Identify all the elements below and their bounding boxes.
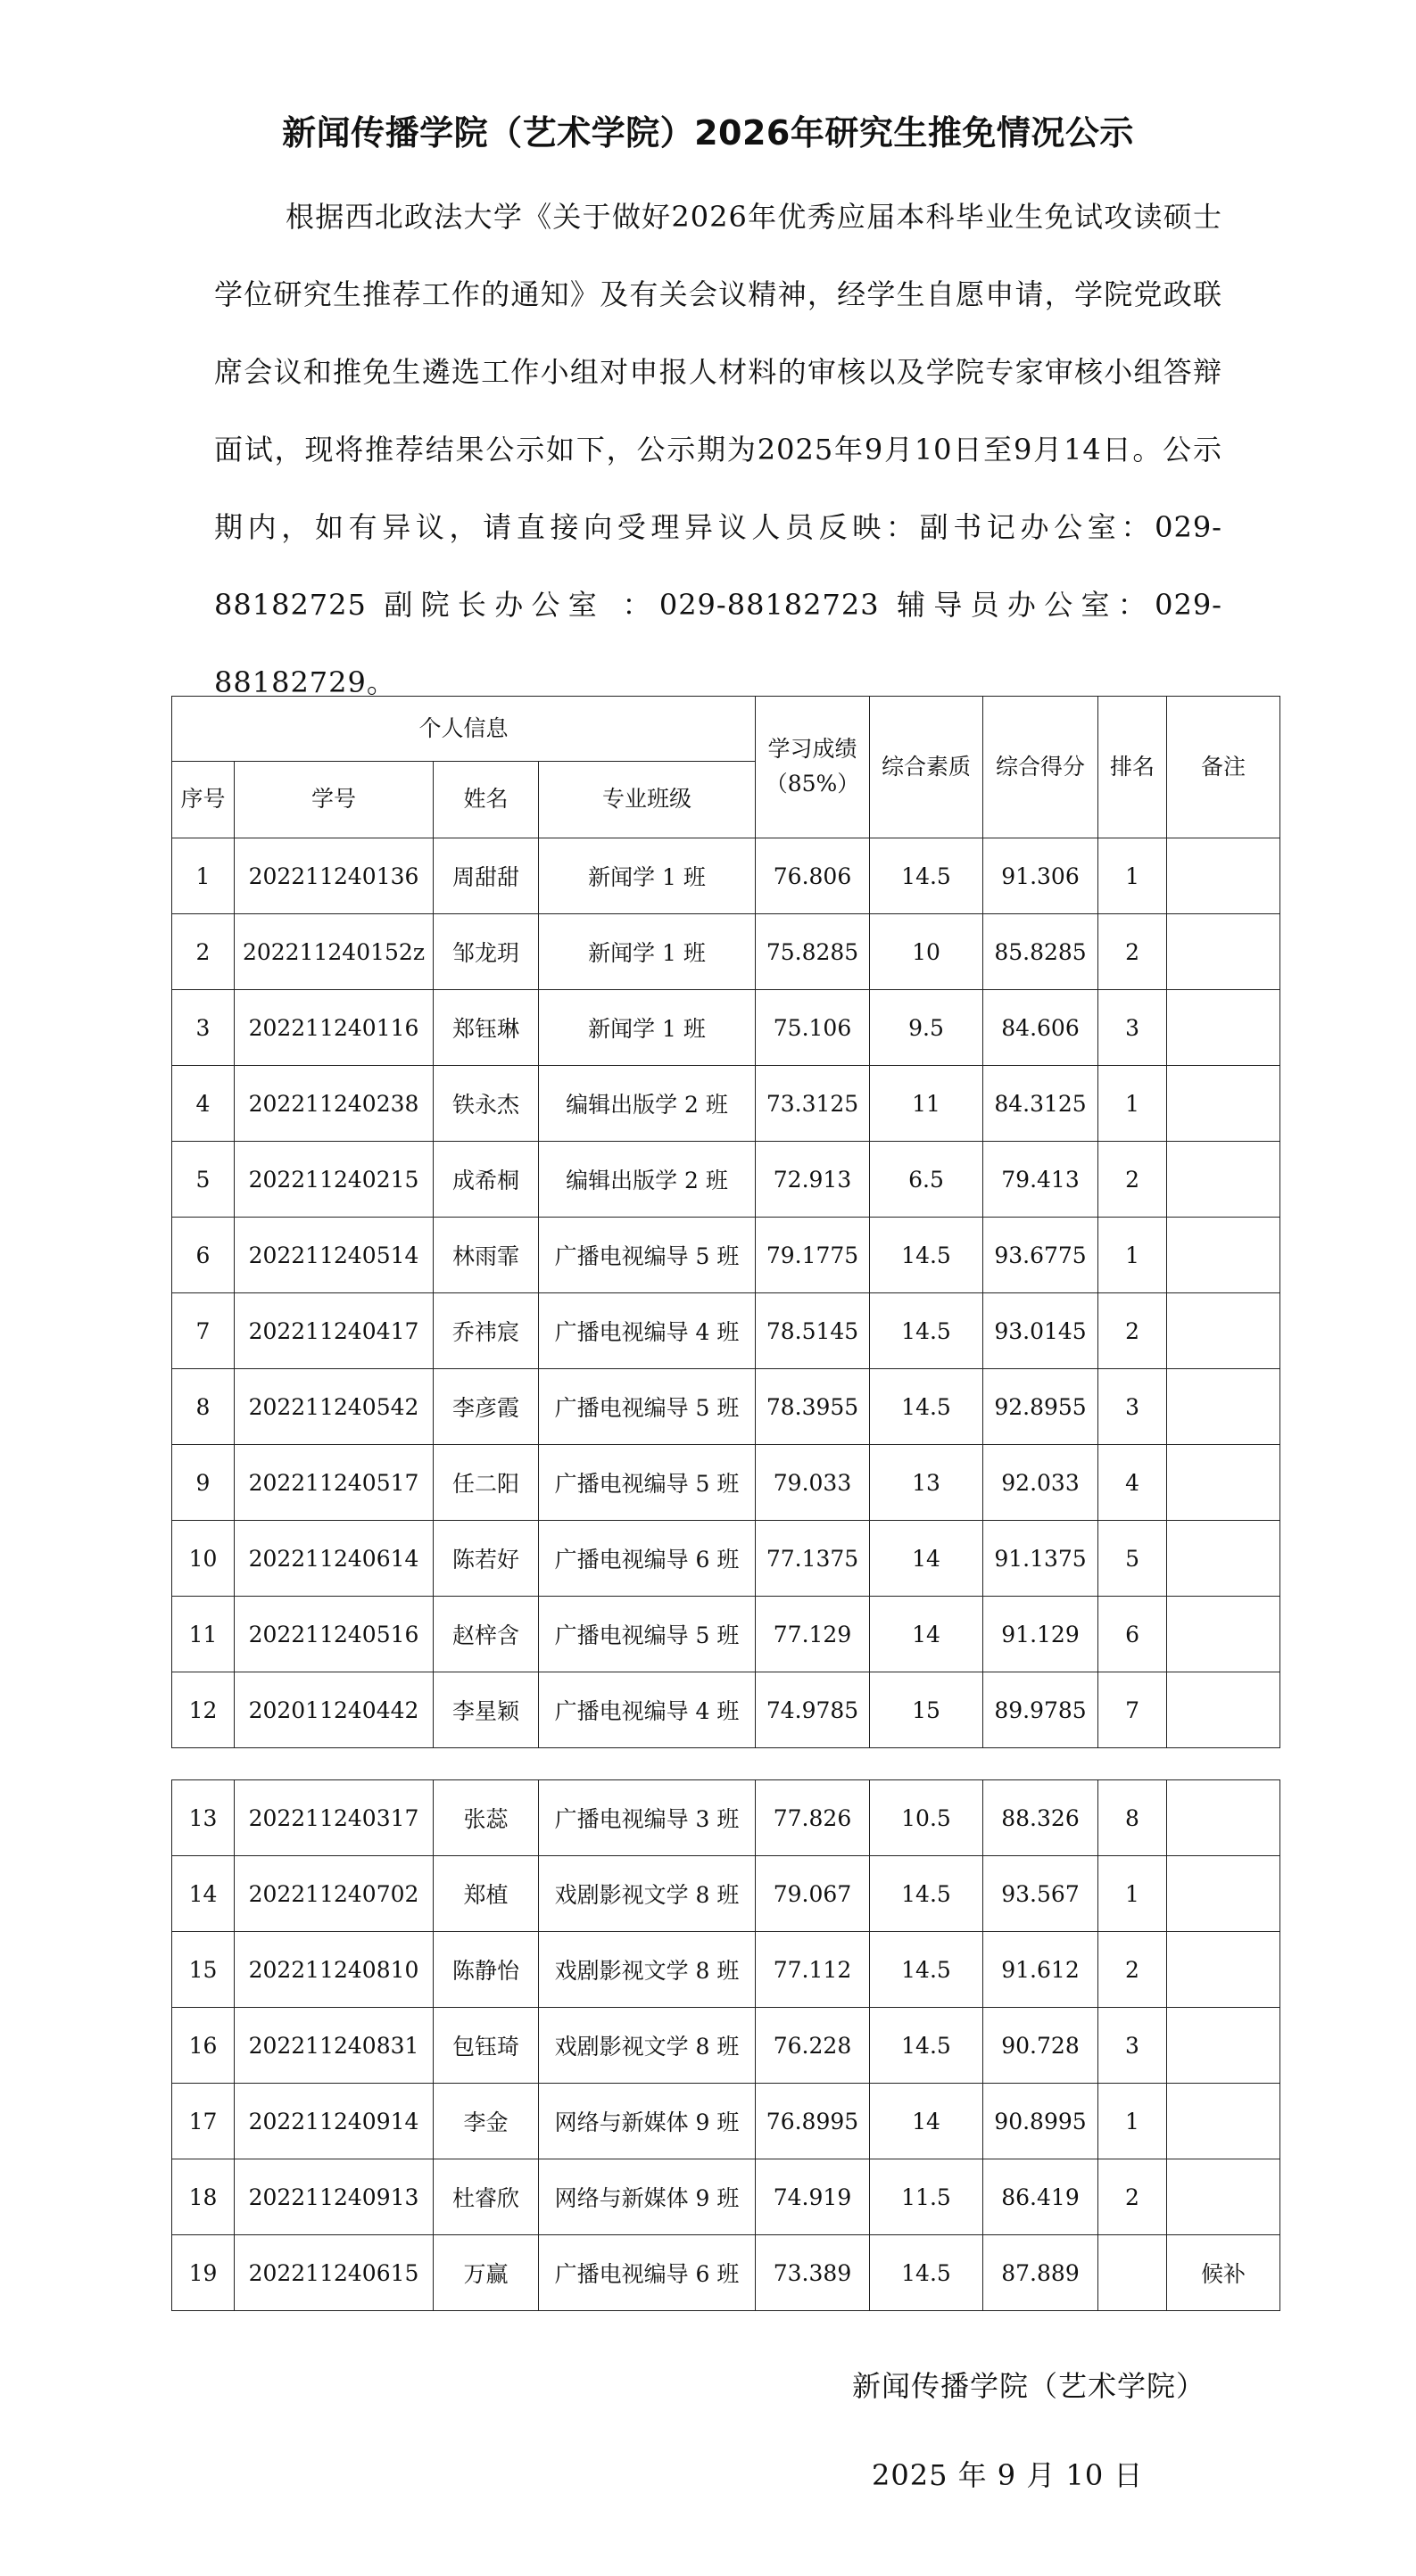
cell-rank: 3 — [1098, 990, 1167, 1066]
cell-rank: 2 — [1098, 1142, 1167, 1218]
table-row — [172, 1521, 1280, 1597]
cell-quality: 10 — [870, 914, 983, 990]
cell-major-class: 新闻学 1 班 — [539, 990, 756, 1066]
cell-study-score: 79.067 — [756, 1856, 870, 1932]
cell-major-class: 编辑出版学 2 班 — [539, 1066, 756, 1142]
cell-study-score: 76.228 — [756, 2008, 870, 2084]
header-total-score: 综合得分 — [983, 697, 1098, 838]
cell-student-id: 202211240417 — [235, 1293, 434, 1369]
header-seq: 序号 — [172, 762, 235, 838]
cell-total-score: 89.9785 — [983, 1672, 1098, 1748]
cell-rank: 2 — [1098, 1293, 1167, 1369]
cell-name: 郑植 — [434, 1856, 539, 1932]
cell-seq: 17 — [172, 2084, 235, 2159]
cell-seq: 18 — [172, 2159, 235, 2235]
cell-name: 乔祎宸 — [434, 1293, 539, 1369]
cell-student-id: 202211240136 — [235, 838, 434, 914]
cell-seq: 10 — [172, 1521, 235, 1597]
cell-student-id: 202211240517 — [235, 1445, 434, 1521]
table-row — [172, 838, 1280, 914]
cell-rank: 1 — [1098, 1218, 1167, 1293]
cell-student-id: 202211240542 — [235, 1369, 434, 1445]
cell-rank: 7 — [1098, 1672, 1167, 1748]
cell-name: 张蕊 — [434, 1780, 539, 1856]
cell-major-class: 广播电视编导 5 班 — [539, 1597, 756, 1672]
cell-seq: 8 — [172, 1369, 235, 1445]
cell-remark: 候补 — [1167, 2235, 1280, 2311]
header-quality: 综合素质 — [870, 697, 983, 838]
cell-student-id: 202211240215 — [235, 1142, 434, 1218]
cell-name: 李彦霞 — [434, 1369, 539, 1445]
table-row — [172, 1780, 1280, 1856]
cell-total-score: 93.6775 — [983, 1218, 1098, 1293]
cell-total-score: 92.033 — [983, 1445, 1098, 1521]
cell-student-id: 202011240442 — [235, 1672, 434, 1748]
cell-student-id: 202211240810 — [235, 1932, 434, 2008]
cell-seq: 1 — [172, 838, 235, 914]
cell-major-class: 戏剧影视文学 8 班 — [539, 2008, 756, 2084]
cell-student-id: 202211240116 — [235, 990, 434, 1066]
cell-study-score: 76.806 — [756, 838, 870, 914]
cell-name: 包钰琦 — [434, 2008, 539, 2084]
cell-rank: 5 — [1098, 1521, 1167, 1597]
cell-rank: 4 — [1098, 1445, 1167, 1521]
cell-total-score: 84.3125 — [983, 1066, 1098, 1142]
cell-seq: 16 — [172, 2008, 235, 2084]
cell-major-class: 广播电视编导 4 班 — [539, 1672, 756, 1748]
cell-rank: 2 — [1098, 2159, 1167, 2235]
table-row — [172, 2008, 1280, 2084]
cell-quality: 14 — [870, 1521, 983, 1597]
cell-seq: 11 — [172, 1597, 235, 1672]
table-row — [172, 914, 1280, 990]
cell-total-score: 88.326 — [983, 1780, 1098, 1856]
cell-name: 郑钰琳 — [434, 990, 539, 1066]
cell-major-class: 网络与新媒体 9 班 — [539, 2084, 756, 2159]
recommendation-table-part-1 — [171, 696, 1280, 1748]
cell-name: 陈若好 — [434, 1521, 539, 1597]
header-name: 姓名 — [434, 762, 539, 838]
table-row — [172, 1932, 1280, 2008]
cell-total-score: 91.612 — [983, 1932, 1098, 2008]
cell-rank: 2 — [1098, 1932, 1167, 2008]
cell-study-score: 77.826 — [756, 1780, 870, 1856]
cell-study-score: 74.9785 — [756, 1672, 870, 1748]
announcement-body: 根据西北政法大学《关于做好2026年优秀应届本科毕业生免试攻读硕士学位研究生推荐工作的通知》及有关会议精神，经学生自愿申请，学院党政联席会议和推免生遴选工作小组对申报人材料的审核以及学院专家审核小组答辩面试，现将推荐结果公示如下，公示期为2025年9月10日至9月14日。公示期内，如有异议，请直接向受理异议人员反映：副书记办公室：029-88182725 副院长办公室 ：029-88182723 辅导员办公室：029-88182729。 — [214, 200, 1222, 699]
cell-rank: 1 — [1098, 1066, 1167, 1142]
cell-student-id: 202211240913 — [235, 2159, 434, 2235]
cell-total-score: 87.889 — [983, 2235, 1098, 2311]
cell-name: 陈静怡 — [434, 1932, 539, 2008]
cell-study-score: 77.129 — [756, 1597, 870, 1672]
cell-rank: 3 — [1098, 1369, 1167, 1445]
cell-quality: 14 — [870, 1597, 983, 1672]
cell-rank: 2 — [1098, 914, 1167, 990]
cell-major-class: 广播电视编导 3 班 — [539, 1780, 756, 1856]
cell-study-score: 74.919 — [756, 2159, 870, 2235]
cell-total-score: 93.567 — [983, 1856, 1098, 1932]
cell-student-id: 202211240615 — [235, 2235, 434, 2311]
cell-seq: 4 — [172, 1066, 235, 1142]
cell-remark — [1167, 1369, 1280, 1445]
header-remark: 备注 — [1167, 697, 1280, 838]
cell-study-score: 73.3125 — [756, 1066, 870, 1142]
cell-study-score: 77.112 — [756, 1932, 870, 2008]
cell-study-score: 75.8285 — [756, 914, 870, 990]
cell-quality: 14.5 — [870, 1856, 983, 1932]
cell-remark — [1167, 990, 1280, 1066]
cell-major-class: 广播电视编导 5 班 — [539, 1218, 756, 1293]
cell-total-score: 91.1375 — [983, 1521, 1098, 1597]
page-title: 新闻传播学院（艺术学院）2026年研究生推免情况公示 — [282, 113, 1134, 153]
cell-quality: 14.5 — [870, 1293, 983, 1369]
table-row — [172, 1597, 1280, 1672]
cell-study-score: 79.1775 — [756, 1218, 870, 1293]
table-row — [172, 1293, 1280, 1369]
cell-rank — [1098, 2235, 1167, 2311]
cell-student-id: 202211240831 — [235, 2008, 434, 2084]
date: 2025 年 9 月 10 日 — [872, 2458, 1144, 2492]
cell-remark — [1167, 914, 1280, 990]
cell-total-score: 90.8995 — [983, 2084, 1098, 2159]
cell-study-score: 73.389 — [756, 2235, 870, 2311]
cell-major-class: 新闻学 1 班 — [539, 914, 756, 990]
signature: 新闻传播学院（艺术学院） — [851, 2369, 1205, 2403]
cell-rank: 8 — [1098, 1780, 1167, 1856]
cell-total-score: 85.8285 — [983, 914, 1098, 990]
cell-seq: 2 — [172, 914, 235, 990]
cell-study-score: 78.5145 — [756, 1293, 870, 1369]
cell-major-class: 编辑出版学 2 班 — [539, 1142, 756, 1218]
table-row — [172, 1142, 1280, 1218]
cell-study-score: 78.3955 — [756, 1369, 870, 1445]
cell-name: 杜睿欣 — [434, 2159, 539, 2235]
cell-remark — [1167, 2159, 1280, 2235]
cell-name: 李金 — [434, 2084, 539, 2159]
cell-remark — [1167, 1856, 1280, 1932]
cell-name: 成希桐 — [434, 1142, 539, 1218]
table-row — [172, 2235, 1280, 2311]
cell-remark — [1167, 1780, 1280, 1856]
cell-name: 赵梓含 — [434, 1597, 539, 1672]
cell-seq: 14 — [172, 1856, 235, 1932]
cell-student-id: 202211240317 — [235, 1780, 434, 1856]
cell-study-score: 79.033 — [756, 1445, 870, 1521]
table-row — [172, 1445, 1280, 1521]
cell-quality: 14.5 — [870, 2008, 983, 2084]
cell-seq: 5 — [172, 1142, 235, 1218]
cell-seq: 12 — [172, 1672, 235, 1748]
cell-student-id: 202211240238 — [235, 1066, 434, 1142]
cell-seq: 9 — [172, 1445, 235, 1521]
cell-rank: 1 — [1098, 1856, 1167, 1932]
cell-seq: 13 — [172, 1780, 235, 1856]
cell-name: 林雨霏 — [434, 1218, 539, 1293]
cell-total-score: 86.419 — [983, 2159, 1098, 2235]
cell-name: 李星颖 — [434, 1672, 539, 1748]
cell-remark — [1167, 1932, 1280, 2008]
cell-rank: 6 — [1098, 1597, 1167, 1672]
cell-major-class: 广播电视编导 4 班 — [539, 1293, 756, 1369]
cell-major-class: 网络与新媒体 9 班 — [539, 2159, 756, 2235]
cell-quality: 11.5 — [870, 2159, 983, 2235]
cell-name: 邹龙玥 — [434, 914, 539, 990]
cell-quality: 14.5 — [870, 838, 983, 914]
cell-rank: 3 — [1098, 2008, 1167, 2084]
cell-remark — [1167, 1066, 1280, 1142]
cell-rank: 1 — [1098, 838, 1167, 914]
cell-name: 任二阳 — [434, 1445, 539, 1521]
recommendation-table-part-2 — [171, 1779, 1280, 2311]
cell-remark — [1167, 2008, 1280, 2084]
cell-seq: 7 — [172, 1293, 235, 1369]
cell-student-id: 202211240514 — [235, 1218, 434, 1293]
cell-rank: 1 — [1098, 2084, 1167, 2159]
cell-total-score: 91.129 — [983, 1597, 1098, 1672]
cell-total-score: 90.728 — [983, 2008, 1098, 2084]
cell-remark — [1167, 1521, 1280, 1597]
cell-total-score: 79.413 — [983, 1142, 1098, 1218]
cell-seq: 3 — [172, 990, 235, 1066]
cell-quality: 13 — [870, 1445, 983, 1521]
cell-quality: 14.5 — [870, 1369, 983, 1445]
table-row — [172, 1066, 1280, 1142]
cell-name: 万赢 — [434, 2235, 539, 2311]
header-study-score: 学习成绩（85%） — [756, 697, 870, 838]
cell-study-score: 72.913 — [756, 1142, 870, 1218]
cell-remark — [1167, 838, 1280, 914]
cell-study-score: 75.106 — [756, 990, 870, 1066]
cell-name: 铁永杰 — [434, 1066, 539, 1142]
cell-study-score: 76.8995 — [756, 2084, 870, 2159]
cell-total-score: 93.0145 — [983, 1293, 1098, 1369]
cell-major-class: 新闻学 1 班 — [539, 838, 756, 914]
cell-remark — [1167, 1445, 1280, 1521]
cell-quality: 14.5 — [870, 1218, 983, 1293]
cell-student-id: 202211240152z — [235, 914, 434, 990]
cell-name: 周甜甜 — [434, 838, 539, 914]
cell-remark — [1167, 2084, 1280, 2159]
cell-seq: 19 — [172, 2235, 235, 2311]
table-row — [172, 1856, 1280, 1932]
table-row — [172, 990, 1280, 1066]
cell-remark — [1167, 1597, 1280, 1672]
cell-major-class: 戏剧影视文学 8 班 — [539, 1932, 756, 2008]
cell-total-score: 84.606 — [983, 990, 1098, 1066]
cell-quality: 9.5 — [870, 990, 983, 1066]
table-row — [172, 1218, 1280, 1293]
cell-remark — [1167, 1142, 1280, 1218]
cell-quality: 10.5 — [870, 1780, 983, 1856]
table-row — [172, 1369, 1280, 1445]
cell-total-score: 91.306 — [983, 838, 1098, 914]
header-student-id: 学号 — [235, 762, 434, 838]
cell-seq: 15 — [172, 1932, 235, 2008]
cell-major-class: 广播电视编导 5 班 — [539, 1445, 756, 1521]
cell-quality: 11 — [870, 1066, 983, 1142]
cell-quality: 14 — [870, 2084, 983, 2159]
cell-major-class: 广播电视编导 6 班 — [539, 1521, 756, 1597]
cell-study-score: 77.1375 — [756, 1521, 870, 1597]
cell-quality: 14.5 — [870, 2235, 983, 2311]
cell-major-class: 戏剧影视文学 8 班 — [539, 1856, 756, 1932]
header-personal-info: 个人信息 — [172, 697, 756, 762]
cell-remark — [1167, 1293, 1280, 1369]
cell-remark — [1167, 1218, 1280, 1293]
cell-major-class: 广播电视编导 5 班 — [539, 1369, 756, 1445]
cell-student-id: 202211240516 — [235, 1597, 434, 1672]
table-row — [172, 2084, 1280, 2159]
cell-quality: 14.5 — [870, 1932, 983, 2008]
table-row — [172, 2159, 1280, 2235]
header-major-class: 专业班级 — [539, 762, 756, 838]
cell-major-class: 广播电视编导 6 班 — [539, 2235, 756, 2311]
cell-student-id: 202211240914 — [235, 2084, 434, 2159]
cell-student-id: 202211240614 — [235, 1521, 434, 1597]
cell-total-score: 92.8955 — [983, 1369, 1098, 1445]
cell-remark — [1167, 1672, 1280, 1748]
cell-seq: 6 — [172, 1218, 235, 1293]
header-rank: 排名 — [1098, 697, 1167, 838]
cell-quality: 6.5 — [870, 1142, 983, 1218]
cell-student-id: 202211240702 — [235, 1856, 434, 1932]
cell-quality: 15 — [870, 1672, 983, 1748]
table-row — [172, 1672, 1280, 1748]
